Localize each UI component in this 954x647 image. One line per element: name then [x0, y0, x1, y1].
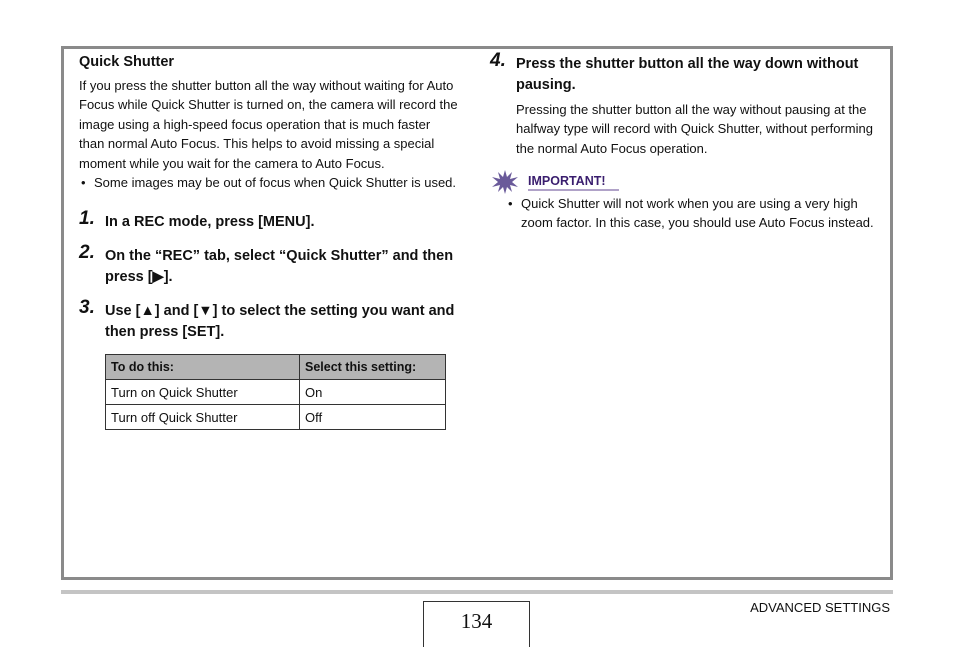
important-item: • Quick Shutter will not work when you are using a very high zoom factor. In this case, you should use Auto Focus instead.	[506, 194, 880, 233]
step-text: Press the shutter button all the way down without pausing.	[516, 56, 859, 93]
step-number: 2.	[79, 242, 95, 264]
note-item: • Some images may be out of focus when Quick Shutter is used.	[79, 173, 459, 192]
step-2	[79, 242, 459, 288]
table-header-row	[106, 355, 446, 380]
page-number: 134	[423, 601, 530, 647]
note-list	[79, 173, 459, 192]
step-text: On the “REC” tab, select “Quick Shutter” and then press [▶].	[105, 248, 454, 286]
starburst-icon	[490, 170, 520, 194]
important-list	[506, 194, 880, 233]
important-label: IMPORTANT!	[528, 173, 619, 191]
section-name: ADVANCED SETTINGS	[750, 600, 890, 615]
settings-table	[105, 354, 446, 430]
step-number: 4.	[490, 50, 506, 71]
step-4	[490, 50, 880, 96]
step-4-body: Pressing the shutter button all the way without pausing at the halfway type will record with Quick Shutter, without performing the normal Auto Focus operation.	[516, 102, 873, 156]
table-row	[106, 405, 446, 430]
left-column	[79, 54, 459, 430]
step-number: 1.	[79, 208, 95, 230]
step-1	[79, 208, 459, 233]
table-cell: Turn on Quick Shutter	[106, 380, 300, 405]
table-row	[106, 380, 446, 405]
table-cell: On	[300, 380, 446, 405]
step-text: Use [▲] and [▼] to select the setting you want and then press [SET].	[105, 303, 455, 341]
table-cell: Off	[300, 405, 446, 430]
important-callout	[490, 170, 635, 194]
step-number: 3.	[79, 297, 95, 319]
table-cell: Turn off Quick Shutter	[106, 405, 300, 430]
right-column	[490, 50, 880, 158]
step-3	[79, 297, 459, 343]
step-text: In a REC mode, press [MENU].	[105, 214, 315, 231]
footer-divider	[61, 590, 893, 594]
section-title: Quick Shutter	[79, 54, 175, 70]
table-header-cell: Select this setting:	[300, 355, 446, 380]
intro-paragraph: If you press the shutter button all the way without waiting for Auto Focus while Quick Shutter is turned on, the camera will record the image using a high-speed focus operation that is much faster than normal Auto Focus. This helps to avoid missing a special moment while you wait for the camera to Auto Focus.	[79, 78, 458, 171]
table-header-cell: To do this:	[106, 355, 300, 380]
